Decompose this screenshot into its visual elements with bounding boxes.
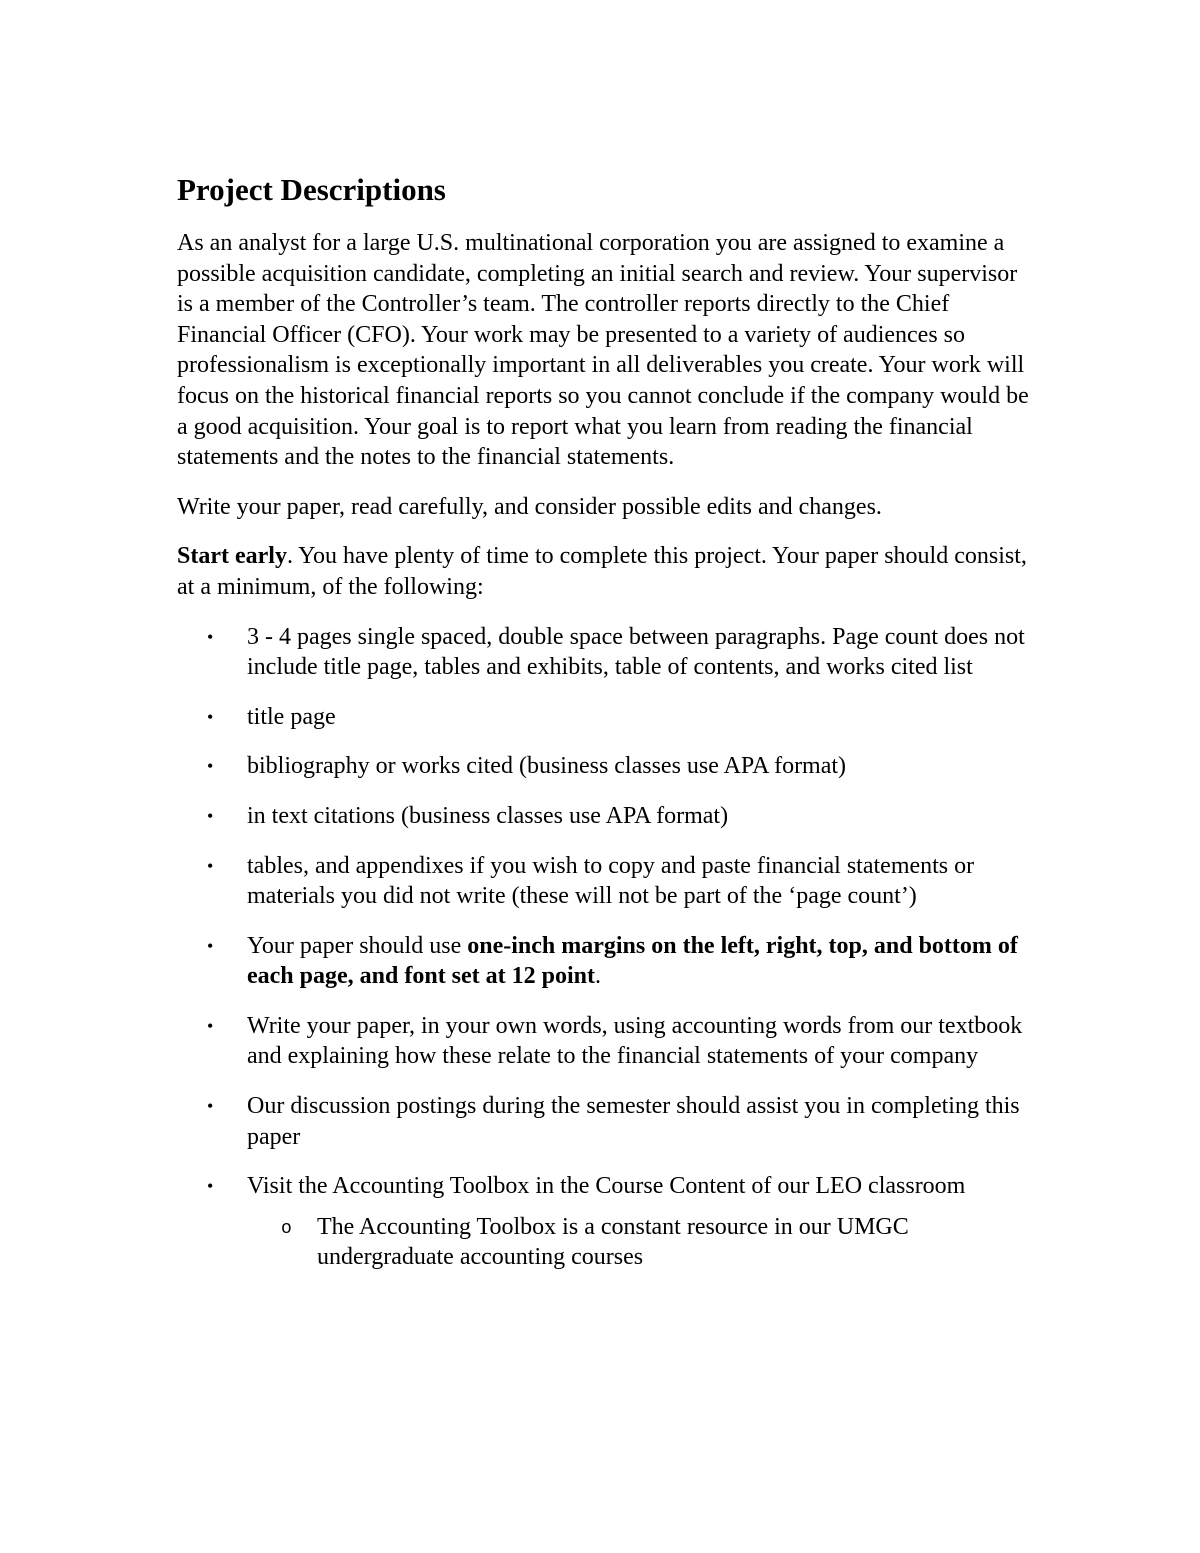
- list-item-margins: [177, 931, 1037, 992]
- list-item: [177, 702, 1037, 733]
- list-item-text: title page: [247, 703, 336, 730]
- start-early-text: . You have plenty of time to complete this project. Your paper should consist, at a minimum, of the following:: [177, 543, 1027, 600]
- bullet-icon: •: [207, 1096, 214, 1117]
- list-item: [177, 801, 1037, 832]
- list-item-text: Visit the Accounting Toolbox in the Course Content of our LEO classroom: [247, 1173, 966, 1200]
- start-early-label: Start early: [177, 543, 287, 570]
- list-item-text: Our discussion postings during the semester should assist you in completing this paper: [247, 1093, 1020, 1150]
- bullet-icon: •: [207, 855, 214, 876]
- bullet-icon: •: [207, 935, 214, 956]
- sub-list-item-text: The Accounting Toolbox is a constant resource in our UMGC undergraduate accounting courses: [317, 1213, 909, 1271]
- bullet-icon: •: [207, 626, 214, 647]
- bullet-icon: •: [207, 756, 214, 777]
- list-item: [177, 622, 1037, 683]
- document-page: [177, 170, 1037, 1273]
- margins-prefix: Your paper should use: [247, 932, 468, 959]
- circle-bullet-icon: o: [281, 1218, 292, 1239]
- list-item: [177, 751, 1037, 782]
- list-item: [177, 1171, 1037, 1202]
- bullet-icon: •: [207, 706, 214, 727]
- list-item-text: in text citations (business classes use APA format): [247, 802, 729, 829]
- write-paragraph: Write your paper, read carefully, and consider possible edits and changes.: [177, 493, 882, 520]
- list-item-text: tables, and appendixes if you wish to copy and paste financial statements or materials you did not write (these will not be part of the ‘page count’): [247, 852, 975, 910]
- sub-list-item: [177, 1212, 1037, 1273]
- list-item-text: 3 - 4 pages single spaced, double space between paragraphs. Page count does not include title page, tables and exhibits, table of contents, and works cited list: [247, 623, 1025, 681]
- list-item: [177, 851, 1037, 912]
- requirements-list: [177, 622, 1037, 1202]
- bullet-icon: •: [207, 1015, 214, 1036]
- bullet-icon: •: [207, 805, 214, 826]
- sub-list: [177, 1212, 1037, 1273]
- intro-paragraph: As an analyst for a large U.S. multinational corporation you are assigned to examine a possible acquisition candidate, completing an initial search and review. Your supervisor is a member of the Controller’s team. The controller reports directly to the Chief Financial Officer (CFO). Your work may be presented to a variety of audiences so professionalism is exceptionally important in all deliverables you create. Your work will focus on the historical financial reports so you cannot conclude if the company would be a good acquisition. Your goal is to report what you learn from reading the financial statements and the notes to the financial statements.: [177, 230, 1029, 471]
- list-item-text: bibliography or works cited (business classes use APA format): [247, 753, 847, 780]
- bullet-icon: •: [207, 1176, 214, 1197]
- list-item: [177, 1011, 1037, 1072]
- margins-bold-text: one-inch margins on the left, right, top, and bottom of each page, and font set at 12 point: [247, 932, 1018, 990]
- margins-suffix: .: [595, 963, 602, 990]
- list-item-text: Write your paper, in your own words, using accounting words from our textbook and explaining how these relate to the financial statements of your company: [247, 1012, 1023, 1070]
- start-early-paragraph: [177, 541, 1037, 602]
- page-title: Project Descriptions: [177, 172, 446, 207]
- list-item: [177, 1091, 1037, 1152]
